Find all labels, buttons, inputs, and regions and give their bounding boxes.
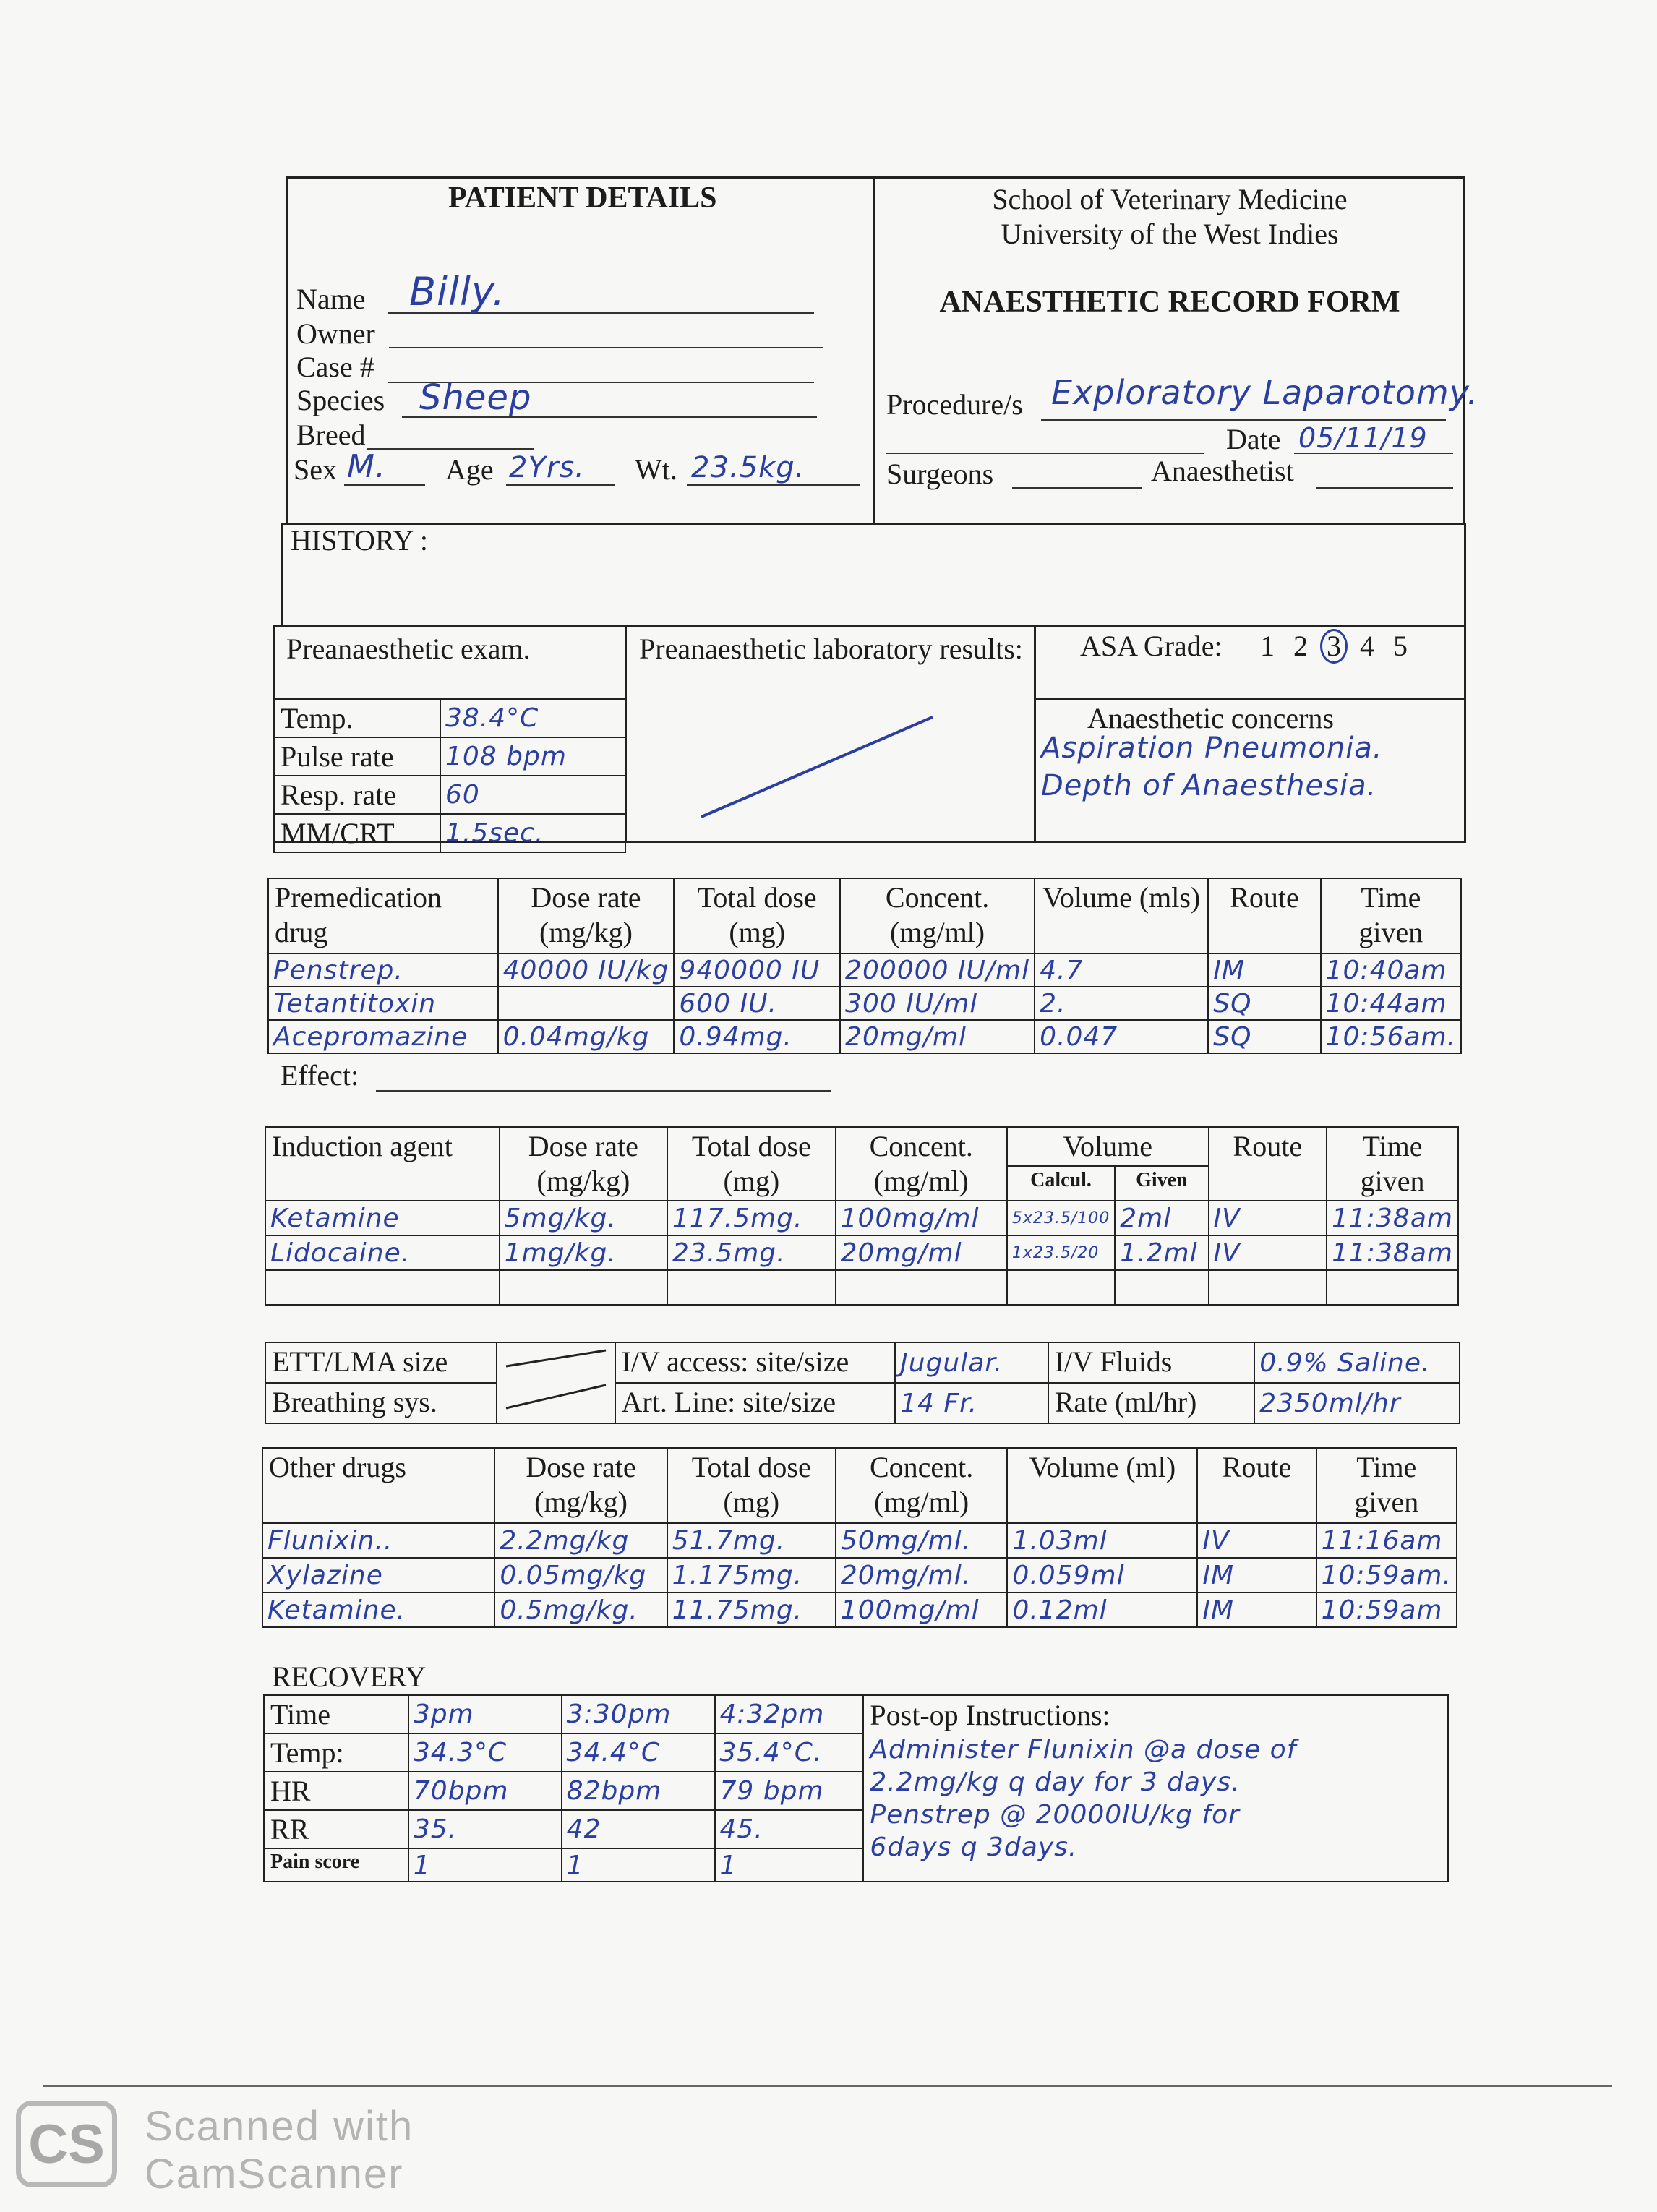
date-label: Date	[1226, 423, 1281, 455]
induction-cell: 1.2ml	[1115, 1235, 1208, 1270]
other_drugs-cell: 100mg/ml	[836, 1592, 1008, 1627]
other_drugs-header: Route	[1197, 1448, 1316, 1523]
recovery-value: 4:32pm	[715, 1695, 864, 1733]
induction-cell	[1115, 1270, 1208, 1305]
vitals-label: Temp.	[274, 699, 440, 737]
watermark-line-2: CamScanner	[145, 2151, 404, 2198]
induction-header: Total dose (mg)	[667, 1127, 836, 1201]
premedication-header: Total dose (mg)	[674, 878, 840, 953]
asa-grade: 4	[1360, 630, 1374, 662]
recovery-value: 45.	[715, 1810, 864, 1848]
induction-cell: 100mg/ml	[836, 1201, 1007, 1235]
breathing-label: Breathing sys.	[265, 1383, 497, 1423]
induction-cell: 2ml	[1115, 1201, 1208, 1235]
postop-line: Penstrep @ 20000IU/kg for	[870, 1800, 1240, 1830]
premedication-cell: SQ	[1208, 1020, 1320, 1053]
iv-fluids-value: 0.9% Saline.	[1254, 1342, 1460, 1383]
other_drugs-cell: 20mg/ml.	[836, 1558, 1008, 1592]
breed-label: Breed	[296, 419, 366, 451]
induction-cell: 11:38am	[1327, 1235, 1458, 1270]
premedication-cell: 0.94mg.	[674, 1020, 840, 1053]
other_drugs-cell: Xylazine	[262, 1558, 494, 1592]
other_drugs-cell: 2.2mg/kg	[494, 1523, 667, 1558]
postop-label: Post-op Instructions:	[870, 1699, 1110, 1731]
pre-divider-2	[1034, 625, 1036, 843]
induction-cell	[1007, 1270, 1115, 1305]
other_drugs-cell: 1.175mg.	[667, 1558, 836, 1592]
form-title: ANAESTHETIC RECORD FORM	[939, 286, 1400, 319]
iv-fluids-label: I/V Fluids	[1048, 1342, 1254, 1383]
premedication-row	[268, 987, 1461, 1020]
other_drugs-row	[262, 1558, 1457, 1592]
induction-cell: 1mg/kg.	[500, 1235, 667, 1270]
induction-cell: 5mg/kg.	[500, 1201, 667, 1235]
premedication-cell: 10:40am	[1321, 953, 1461, 987]
premedication-cell	[498, 987, 675, 1020]
induction-cell: IV	[1209, 1235, 1327, 1270]
other_drugs-cell: 0.5mg/kg.	[494, 1592, 667, 1627]
induction-header: Route	[1209, 1127, 1327, 1201]
vitals-value: 38.4°C	[440, 699, 625, 737]
wt-value: 23.5kg.	[691, 451, 805, 484]
premedication-cell: 40000 IU/kg	[498, 953, 675, 987]
recovery-value: 42	[562, 1810, 715, 1848]
premedication-cell: 20mg/ml	[840, 1020, 1035, 1053]
other_drugs-cell: 0.059ml	[1007, 1558, 1197, 1592]
induction-cell: 23.5mg.	[667, 1235, 836, 1270]
art-line-label: Art. Line: site/size	[615, 1383, 896, 1423]
induction-cell: 20mg/ml	[836, 1235, 1007, 1270]
volume-subheader: Given	[1115, 1166, 1208, 1201]
recovery-value: 34.3°C	[408, 1733, 562, 1772]
recovery-heading: RECOVERY	[272, 1660, 427, 1693]
induction-cell	[1327, 1270, 1458, 1305]
age-label: Age	[445, 453, 494, 486]
induction-cell: IV	[1209, 1201, 1327, 1235]
recovery-value: 34.4°C	[562, 1733, 715, 1772]
induction-cell	[265, 1270, 500, 1305]
ett-strike-cell	[497, 1342, 615, 1423]
recovery-value: 79 bpm	[715, 1772, 864, 1810]
premedication-row	[268, 953, 1461, 987]
rate-label: Rate (ml/hr)	[1048, 1383, 1254, 1423]
lab-strike-mark	[694, 708, 940, 824]
premedication-header: Dose rate (mg/kg)	[498, 878, 675, 953]
recovery-row-label: RR	[264, 1810, 408, 1848]
premedication-header: Volume (mls)	[1035, 878, 1208, 953]
postop-line: 2.2mg/kg q day for 3 days.	[870, 1767, 1241, 1797]
recovery-row-label: Temp:	[264, 1733, 408, 1772]
airway-table	[265, 1342, 1460, 1424]
other_drugs-cell: IM	[1197, 1558, 1316, 1592]
recovery-value: 82bpm	[562, 1772, 715, 1810]
vitals-value: 1.5sec.	[440, 814, 625, 852]
vitals-row	[274, 776, 625, 814]
postop-line: 6days q 3days.	[870, 1832, 1078, 1862]
induction-cell: Ketamine	[265, 1201, 500, 1235]
ett-strike-mark	[497, 1343, 613, 1415]
asa-grade: 1	[1260, 630, 1275, 662]
vitals-table	[273, 698, 626, 853]
induction-header: Concent. (mg/ml)	[836, 1127, 1007, 1201]
premedication-cell: Acepromazine	[268, 1020, 498, 1053]
asa-divider	[1034, 698, 1466, 700]
induction-cell: 11:38am	[1327, 1201, 1458, 1235]
premedication-cell: 4.7	[1035, 953, 1208, 987]
exam-label: Preanaesthetic exam.	[286, 633, 531, 665]
induction-header: Dose rate (mg/kg)	[500, 1127, 667, 1201]
university-name: University of the West Indies	[1001, 218, 1339, 250]
anaesthetist-label: Anaesthetist	[1151, 455, 1294, 487]
other_drugs-cell: IV	[1197, 1523, 1316, 1558]
case-label: Case #	[296, 351, 374, 383]
induction-row	[265, 1201, 1458, 1235]
induction-header: Induction agent	[265, 1127, 500, 1201]
asa-grade: 3	[1320, 629, 1348, 664]
vitals-value: 108 bpm	[440, 737, 625, 776]
induction-header: Time given	[1327, 1127, 1458, 1201]
recovery-value: 1	[408, 1848, 562, 1882]
rate-value: 2350ml/hr	[1254, 1383, 1460, 1423]
induction-cell: 117.5mg.	[667, 1201, 836, 1235]
asa-label: ASA Grade:	[1080, 630, 1223, 662]
other_drugs-cell: 10:59am	[1316, 1592, 1457, 1627]
lab-label: Preanaesthetic laboratory results:	[639, 633, 1023, 665]
premedication-cell: 2.	[1035, 987, 1208, 1020]
other_drugs-cell: Flunixin..	[262, 1523, 494, 1558]
premedication-header: Concent. (mg/ml)	[840, 878, 1035, 953]
vitals-row	[274, 814, 625, 852]
induction-row	[265, 1270, 1458, 1305]
camscanner-logo	[16, 2101, 117, 2187]
recovery-value: 3:30pm	[562, 1695, 715, 1733]
vitals-row	[274, 737, 625, 776]
induction-row	[265, 1235, 1458, 1270]
induction-cell	[1209, 1270, 1327, 1305]
date-value: 05/11/19	[1298, 422, 1428, 454]
induction-cell	[836, 1270, 1007, 1305]
concerns-label: Anaesthetic concerns	[1087, 702, 1334, 734]
owner-line	[389, 347, 823, 348]
other_drugs-cell: 50mg/ml.	[836, 1523, 1008, 1558]
induction-cell: Lidocaine.	[265, 1235, 500, 1270]
induction-table	[265, 1126, 1459, 1306]
iv-access-label: I/V access: site/size	[615, 1342, 896, 1383]
premedication-cell: SQ	[1208, 987, 1320, 1020]
vitals-label: Pulse rate	[274, 737, 440, 776]
premedication-cell: Penstrep.	[268, 953, 498, 987]
name-label: Name	[296, 283, 366, 315]
other_drugs-cell: 11:16am	[1316, 1523, 1457, 1558]
recovery-value: 1	[562, 1848, 715, 1882]
recovery-value: 35.4°C.	[715, 1733, 864, 1772]
premedication-cell: IM	[1208, 953, 1320, 987]
species-label: Species	[296, 384, 385, 416]
procedure-label: Procedure/s	[886, 388, 1023, 421]
recovery-value: 3pm	[408, 1695, 562, 1733]
postop-line: Administer Flunixin @a dose of	[870, 1735, 1297, 1765]
other_drugs-header: Volume (ml)	[1007, 1448, 1197, 1523]
premedication-cell: 300 IU/ml	[840, 987, 1035, 1020]
vitals-label: MM/CRT	[274, 814, 440, 852]
anaesthetist-line	[1316, 487, 1453, 489]
camscanner-logo-text: CS	[28, 2113, 105, 2175]
volume-subheader: Calcul.	[1007, 1166, 1115, 1201]
other_drugs-header: Time given	[1316, 1448, 1457, 1523]
species-value: Sheep	[419, 377, 532, 418]
premedication-cell: 600 IU.	[674, 987, 840, 1020]
recovery-table	[263, 1694, 1449, 1882]
art-line-value: 14 Fr.	[895, 1383, 1048, 1423]
premedication-cell: Tetantitoxin	[268, 987, 498, 1020]
premedication-header: Premedication drug	[268, 878, 498, 953]
induction-header: Volume	[1007, 1127, 1209, 1166]
sex-value: M.	[347, 448, 386, 485]
other_drugs-header: Other drugs	[262, 1448, 494, 1523]
history-label: HISTORY :	[291, 524, 429, 557]
recovery-row-label: Pain score	[264, 1848, 408, 1882]
concerns-line-2: Depth of Anaesthesia.	[1041, 769, 1377, 802]
vitals-value: 60	[440, 776, 625, 814]
other_drugs-header: Total dose (mg)	[667, 1448, 836, 1523]
induction-cell: 1x23.5/20	[1007, 1235, 1115, 1270]
premedication-cell: 10:44am	[1321, 987, 1461, 1020]
premedication-cell: 0.04mg/kg	[498, 1020, 675, 1053]
premedication-row	[268, 1020, 1461, 1053]
premedication-cell: 200000 IU/ml	[840, 953, 1035, 987]
other_drugs-cell: 10:59am.	[1316, 1558, 1457, 1592]
breed-line	[367, 448, 534, 450]
concerns-line-1: Aspiration Pneumonia.	[1041, 732, 1383, 765]
premedication-cell: 0.047	[1035, 1020, 1208, 1053]
other_drugs-cell: 0.12ml	[1007, 1592, 1197, 1627]
history-box	[281, 523, 1466, 627]
effect-label: Effect:	[281, 1059, 359, 1092]
wt-line	[687, 484, 860, 486]
recovery-row-label: HR	[264, 1772, 408, 1810]
recovery-value: 70bpm	[408, 1772, 562, 1810]
effect-line	[376, 1090, 831, 1092]
asa-grade: 2	[1293, 630, 1308, 662]
vitals-label: Resp. rate	[274, 776, 440, 814]
other_drugs-cell: 51.7mg.	[667, 1523, 836, 1558]
iv-access-value: Jugular.	[895, 1342, 1048, 1383]
other_drugs-cell: IM	[1197, 1592, 1316, 1627]
asa-grade: 5	[1393, 630, 1408, 662]
premedication-header: Route	[1208, 878, 1320, 953]
procedure-value: Exploratory Laparotomy.	[1051, 373, 1478, 412]
other_drugs-cell: 0.05mg/kg	[494, 1558, 667, 1592]
asa-grades	[1254, 629, 1414, 664]
other_drugs-header: Concent. (mg/ml)	[836, 1448, 1008, 1523]
premedication-table	[267, 878, 1462, 1054]
school-name: School of Veterinary Medicine	[992, 183, 1348, 215]
vitals-row	[274, 699, 625, 737]
induction-cell	[500, 1270, 667, 1305]
procedure-line	[1041, 419, 1446, 421]
age-line	[506, 484, 615, 486]
other_drugs-cell: 11.75mg.	[667, 1592, 836, 1627]
sex-label: Sex	[294, 453, 337, 486]
other-drugs-table	[262, 1447, 1457, 1628]
induction-header-row	[265, 1127, 1458, 1166]
premedication-cell: 940000 IU	[674, 953, 840, 987]
premedication-cell: 10:56am.	[1321, 1020, 1461, 1053]
postop-instructions	[863, 1695, 1448, 1882]
recovery-value: 35.	[408, 1810, 562, 1848]
other_drugs-row	[262, 1523, 1457, 1558]
surgeons-label: Surgeons	[886, 458, 994, 490]
owner-label: Owner	[296, 317, 375, 350]
patient-details-heading: PATIENT DETAILS	[448, 181, 717, 215]
page-bottom-edge	[43, 2085, 1612, 2087]
recovery-row-label: Time	[264, 1695, 408, 1733]
induction-cell	[667, 1270, 836, 1305]
other_drugs-cell: Ketamine.	[262, 1592, 494, 1627]
premedication-header: Time given	[1321, 878, 1461, 953]
other_drugs-cell: 1.03ml	[1007, 1523, 1197, 1558]
induction-cell: 5x23.5/100	[1007, 1201, 1115, 1235]
other_drugs-row	[262, 1592, 1457, 1627]
name-value: Billy.	[409, 269, 505, 314]
ett-label: ETT/LMA size	[265, 1342, 497, 1383]
recovery-row	[264, 1695, 1448, 1733]
age-value: 2Yrs.	[509, 451, 585, 484]
other_drugs-header: Dose rate (mg/kg)	[494, 1448, 667, 1523]
recovery-value: 1	[715, 1848, 864, 1882]
watermark-line-1: Scanned with	[145, 2103, 414, 2150]
wt-label: Wt.	[635, 453, 677, 486]
surgeons-line	[1012, 487, 1142, 489]
